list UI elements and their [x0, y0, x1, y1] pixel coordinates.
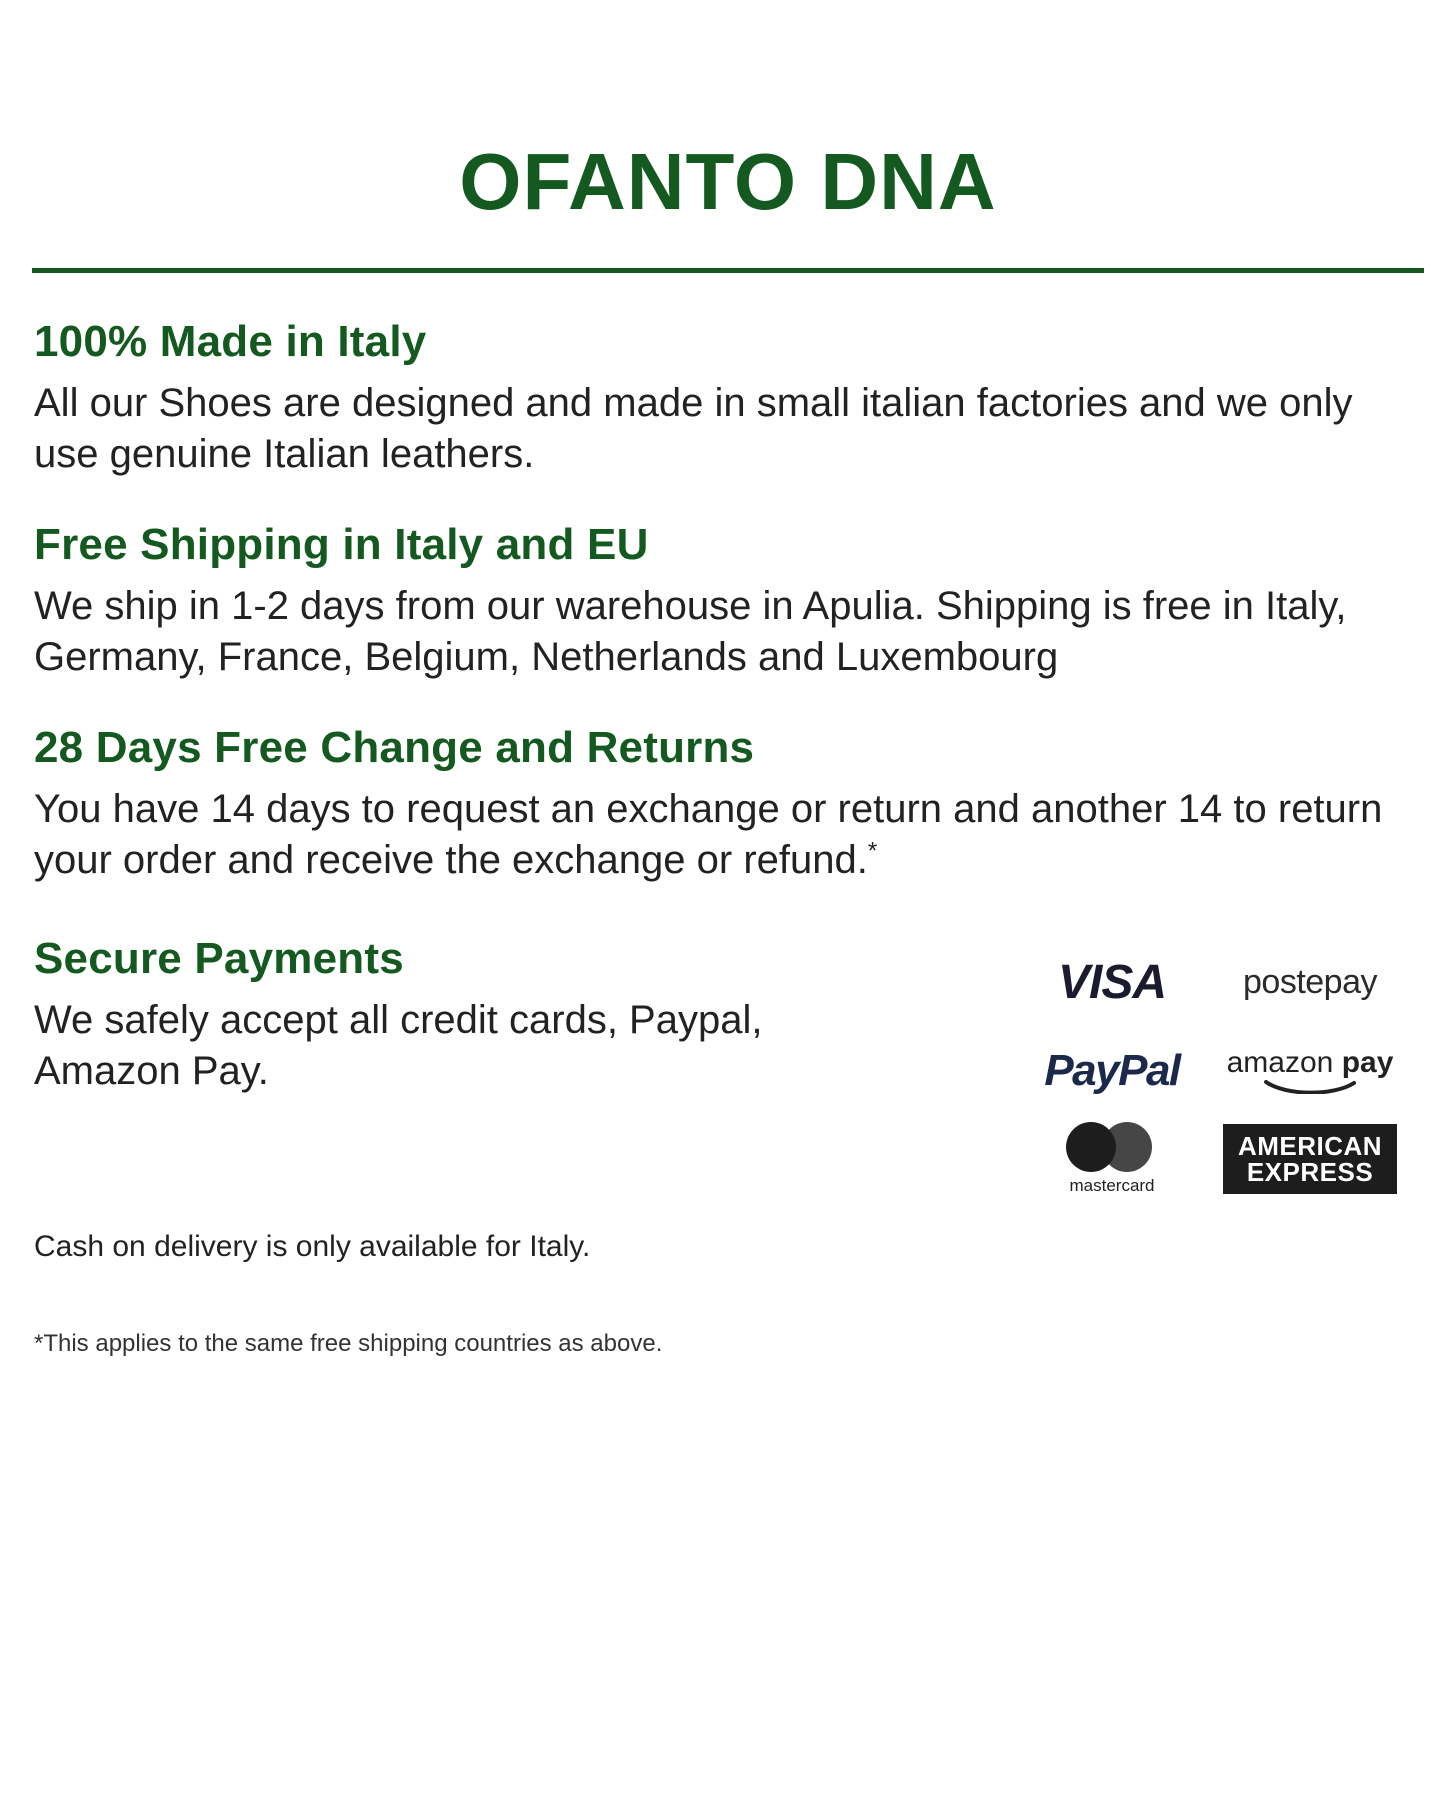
- title-divider: [32, 268, 1424, 273]
- section-body-text: You have 14 days to request an exchange or return and another 14 to return your order and receive the exchange or refund.: [34, 786, 1383, 882]
- section-heading: 100% Made in Italy: [34, 317, 427, 366]
- page-title: OFANTO DNA: [459, 137, 997, 226]
- american-express-logo-mark: [1223, 1124, 1397, 1194]
- mastercard-circles-icon: [1066, 1122, 1158, 1172]
- amazon-pay-logo-label: [1226, 1045, 1394, 1079]
- section-body: We ship in 1-2 days from our warehouse in Apulia. Shipping is free in Italy, Germany, France, Belgium, Netherlands and Luxembourg: [34, 583, 1347, 679]
- section-heading: Free Shipping in Italy and EU: [34, 519, 649, 569]
- footnote: *This applies to the same free shipping countries as above.: [34, 1329, 663, 1357]
- cash-on-delivery-note: Cash on delivery is only available for Italy.: [34, 1229, 591, 1263]
- section-made-in-italy: [34, 317, 1422, 480]
- payments-text-block: [34, 934, 854, 1097]
- visa-logo-label: VISA: [1057, 956, 1167, 1010]
- amazon-pay-word: amazon: [1226, 1045, 1342, 1079]
- paypal-logo: [1022, 1034, 1202, 1108]
- visa-logo: [1022, 946, 1202, 1020]
- section-body: All our Shoes are designed and made in small italian factories and we only use genuine Italian leathers.: [34, 380, 1353, 476]
- amex-line-1: AMERICAN: [1237, 1130, 1383, 1161]
- postepay-logo: [1220, 946, 1400, 1020]
- amazon-pay-logo-mark: [1226, 1045, 1394, 1094]
- paypal-logo-label: PayPal: [1044, 1045, 1180, 1095]
- content-area: [32, 317, 1424, 1358]
- section-returns: [34, 723, 1422, 886]
- section-heading: 28 Days Free Change and Returns: [34, 722, 755, 772]
- asterisk-marker: *: [867, 837, 878, 865]
- postepay-logo-label: postepay: [1243, 963, 1377, 1002]
- amazon-pay-logo: [1220, 1034, 1400, 1108]
- mastercard-logo-label: mastercard: [1069, 1175, 1155, 1195]
- amazon-smile-icon: [1264, 1080, 1356, 1094]
- amazon-pay-pay-word: pay: [1341, 1045, 1394, 1079]
- mastercard-logo-mark: [1066, 1122, 1158, 1196]
- section-body: [34, 784, 1414, 886]
- amex-line-2: EXPRESS: [1246, 1156, 1374, 1187]
- mastercard-logo: [1022, 1122, 1202, 1196]
- section-body: We safely accept all credit cards, Paypal, Amazon Pay.: [34, 997, 763, 1093]
- section-free-shipping: [34, 520, 1422, 683]
- american-express-logo: [1220, 1122, 1400, 1196]
- section-heading: Secure Payments: [34, 933, 404, 983]
- payment-logos: [1022, 946, 1422, 1196]
- section-secure-payments: [34, 934, 1422, 1196]
